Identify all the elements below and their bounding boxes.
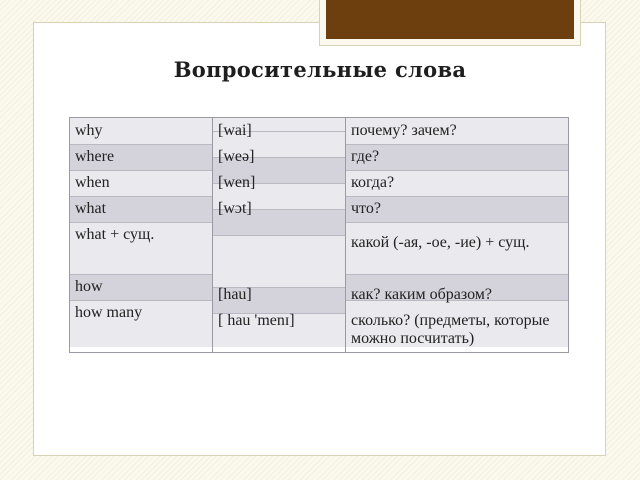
- translation-cell: сколько? (предметы, которые можно посчитать): [351, 312, 550, 347]
- word-cell: what + сущ.: [75, 226, 155, 243]
- translation-cell: какой (-ая, -ое, -ие) + сущ.: [351, 234, 530, 251]
- translation-cell: где?: [351, 148, 380, 165]
- word-cell: how many: [75, 304, 143, 321]
- word-cell: why: [75, 122, 103, 139]
- word-cell: what: [75, 200, 107, 217]
- translation-cell: что?: [351, 200, 381, 217]
- table-row: [70, 118, 569, 353]
- word-cell: where: [75, 148, 115, 165]
- transcription-cell: [wen]: [218, 174, 256, 191]
- question-words-table: [69, 117, 569, 353]
- title-placeholder-tab: [319, 0, 581, 46]
- transcription-cell: [weə]: [218, 148, 255, 165]
- transcription-cell: [wai]: [218, 122, 252, 139]
- word-column: [70, 118, 213, 353]
- translation-cell: почему? зачем?: [351, 122, 457, 139]
- translation-cell: когда?: [351, 174, 395, 191]
- transcription-cell: [hau]: [218, 286, 252, 303]
- title-tab-fill: [326, 0, 574, 39]
- translation-column: [346, 118, 569, 353]
- slide-title: Вопросительные слова: [173, 57, 467, 82]
- transcription-cell: [wɔt]: [218, 200, 252, 217]
- transcription-cell: [ hau 'menɪ]: [218, 312, 295, 329]
- word-cell: how: [75, 278, 103, 295]
- transcription-column: [213, 118, 346, 353]
- translation-cell: как? каким образом?: [351, 286, 492, 303]
- word-cell: when: [75, 174, 110, 191]
